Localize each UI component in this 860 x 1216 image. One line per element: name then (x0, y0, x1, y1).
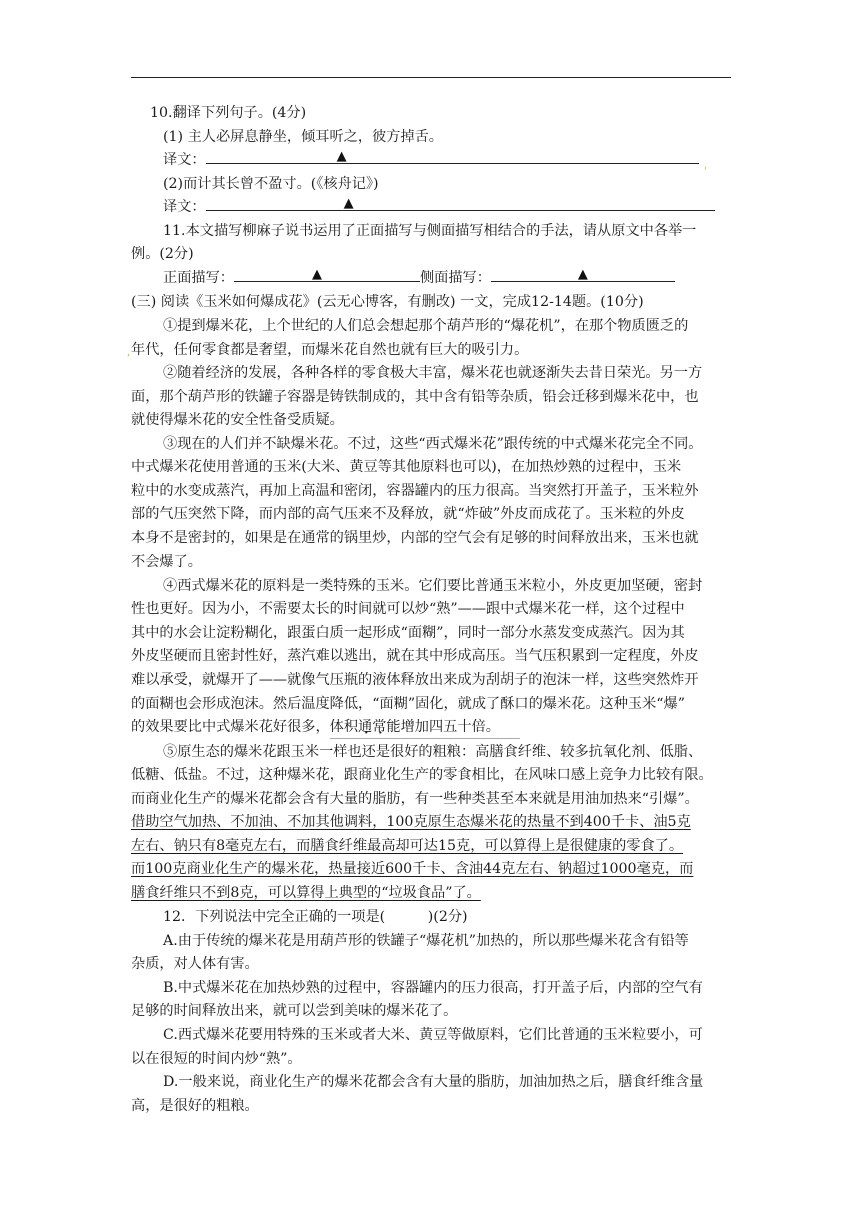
p4-line: 的面糊也会形成泡沫。然后温度降低，“面糊”固化，就成了酥口的爆米花。这种玉米“爆” (131, 696, 685, 712)
p4-line: 其中的水会让淀粉糊化，跟蛋白质一起形成“面糊”，同时一部分水蒸发变成蒸汽。因为其 (131, 625, 685, 641)
p5-underlined-line: 膳食纤维只不到8克，可以算得上典型的“垃圾食品”了。 (131, 885, 481, 901)
stray-mark: , (704, 160, 708, 171)
translation-label: 译文： (163, 152, 206, 168)
p5-line: 而商业化生产的爆米花都会含有大量的脂肪，有一些种类甚至本来就是用油加热来“引爆”。 (131, 791, 699, 807)
p2-line: 面，那个葫芦形的铁罐子容器是铸铁制成的，其中含有铅等杂质，铅会迁移到爆米花中，也 (131, 389, 699, 405)
p3-line: 本身不是密封的，如果是在通常的锅里炒，内部的空气会有足够的时间释放出来，玉米也就 (131, 530, 699, 546)
triangle-marker-icon: ▲ (336, 149, 347, 164)
q10-translation-1 (163, 149, 699, 172)
p1-line: 年代，任何零食都是奢望，而爆米花自然也就有巨大的吸引力。 (131, 342, 529, 358)
p3-line: 部的气压突然下降，而内部的高气压来不及释放，就“炸破”外皮而成花了。玉米粒的外皮 (131, 506, 685, 522)
p4-line: 难以承受，就爆开了——就像气压瓶的液体释放出来成为刮胡子的泡沫一样，这些突然炸开 (131, 672, 699, 688)
q12-option-b[interactable]: B.中式爆米花在加热炒熟的过程中，容器罐内的压力很高，打开盖子后，内部的空气有 (163, 980, 703, 996)
front-description-blank[interactable] (234, 267, 420, 282)
p5-line: 低糖、低盐。不过，这种爆米花，跟商业化生产的零食相比，在风味口感上竞争力比较有限。 (131, 767, 713, 783)
translation-blank-1[interactable] (206, 149, 699, 164)
p3-line: 粒中的水变成蒸汽，再加上高温和密闭，容器罐内的压力很高。当突然打开盖子，玉米粒外 (131, 483, 699, 499)
p4-text: 的效果要比中式爆米花好很多，体积 (131, 719, 359, 735)
p4-line: 性也更好。因为小，不需要太长的时间就可以炒“熟”——跟中式爆米花一样，这个过程中 (131, 601, 685, 617)
p1-line: ①提到爆米花，上个世纪的人们总会想起那个葫芦形的“爆花机”，在那个物质匮乏的 (163, 318, 689, 334)
q12-option-c-cont: 以在很短的时间内炒“熟”。 (131, 1051, 302, 1067)
q12-option-b-cont: 足够的时间释放出来，就可以尝到美味的爆米花了。 (131, 1003, 458, 1019)
q12-header: 12．下列说法中完全正确的一项是( )(2分) (163, 909, 468, 925)
q12-option-c[interactable]: C.西式爆米花要用特殊的玉米或者大米、黄豆等做原料，它们比普通的玉米粒要小，可 (163, 1027, 703, 1043)
q11-answers (163, 267, 675, 290)
p4-line: 外皮坚硬而且密封性好，蒸汽难以逃出，就在其中形成高压。当气压积累到一定程度，外皮 (131, 648, 699, 664)
triangle-marker-icon: ▲ (343, 196, 354, 211)
translation-label: 译文： (163, 199, 206, 215)
triangle-marker-icon: ▲ (577, 267, 588, 282)
q11-line-1: 11.本文描写柳麻子说书运用了正面描写与侧面描写相结合的手法，请从原文中各举一 (163, 223, 697, 239)
translation-blank-2[interactable] (206, 196, 715, 211)
q11-line-2: 例。(2分) (131, 246, 194, 262)
q12-option-a-cont: 杂质，对人体有害。 (131, 956, 259, 972)
side-description-label: 侧面描写： (419, 270, 491, 286)
p2-line: ②随着经济的发展，各种各样的零食极大丰富，爆米花也就逐渐失去昔日荣光。另一方 (163, 365, 703, 381)
triangle-marker-icon: ▲ (311, 267, 322, 282)
faint-rule (330, 738, 520, 739)
q10-sentence-2: (2)而计其长曾不盈寸。(《核舟记》) (163, 176, 379, 192)
p3-line: 中式爆米花使用普通的玉米(大米、黄豆等其他原料也可以)，在加热炒熟的过程中，玉米 (131, 459, 682, 475)
q12-option-d[interactable]: D.一般来说，商业化生产的爆米花都会含有大量的脂肪，加油加热之后，膳食纤维含量 (163, 1074, 704, 1090)
q10-translation-2 (163, 196, 715, 219)
p3-line: ③现在的人们并不缺爆米花。不过，这些“西式爆米花”跟传统的中式爆米花完全不同。 (163, 436, 703, 452)
side-description-blank[interactable] (491, 267, 675, 282)
p3-line: 不会爆了。 (131, 554, 202, 570)
p5-line: ⑤原生态的爆米花跟玉米一样也还是很好的粗粮：高膳食纤维、较多抗氧化剂、低脂、 (163, 744, 703, 760)
p4-line: ④西式爆米花的原料是一类特殊的玉米。它们要比普通玉米粒小，外皮更加坚硬，密封 (163, 578, 703, 594)
p5-underlined-line: 左右、钠只有8毫克左右，而膳食纤维最高却可达15克，可以算得上是很健康的零食了。 (131, 838, 684, 854)
p4-last-line (131, 716, 500, 739)
p5-underlined-line: 借助空气加热、不加油、不加其他调料，100克原生态爆米花的热量不到400千卡、油5克 (131, 814, 691, 830)
q10-sentence-1: (1) 主人必屏息静坐，倾耳听之，彼方掉舌。 (163, 129, 443, 145)
p5-underlined-line: 而100克商业化生产的爆米花，热量接近600千卡、含油44克左右、钠超过1000毫克，而 (131, 861, 694, 877)
q12-option-d-cont: 高，是很好的粗粮。 (131, 1098, 259, 1114)
p2-line: 就使得爆米花的安全性备受质疑。 (131, 412, 344, 428)
emphasis-char: 常 · (372, 716, 386, 739)
q12-option-a[interactable]: A.由于传统的爆米花是用葫芦形的铁罐子“爆花机”加热的，所以那些爆米花含有铅等 (163, 933, 689, 949)
emphasis-char: 通 · (358, 716, 372, 739)
front-description-label: 正面描写： (163, 270, 234, 286)
q10-header: 10.翻译下列句子。(4分) (150, 105, 307, 121)
p4-text: 能增加四五十倍。 (386, 719, 500, 735)
stray-mark: , (127, 347, 131, 358)
section-3-header: (三) 阅读《玉米如何爆成花》(云无心博客，有删改) 一文，完成12-14题。(10分) (131, 294, 644, 310)
header-rule (131, 77, 731, 78)
